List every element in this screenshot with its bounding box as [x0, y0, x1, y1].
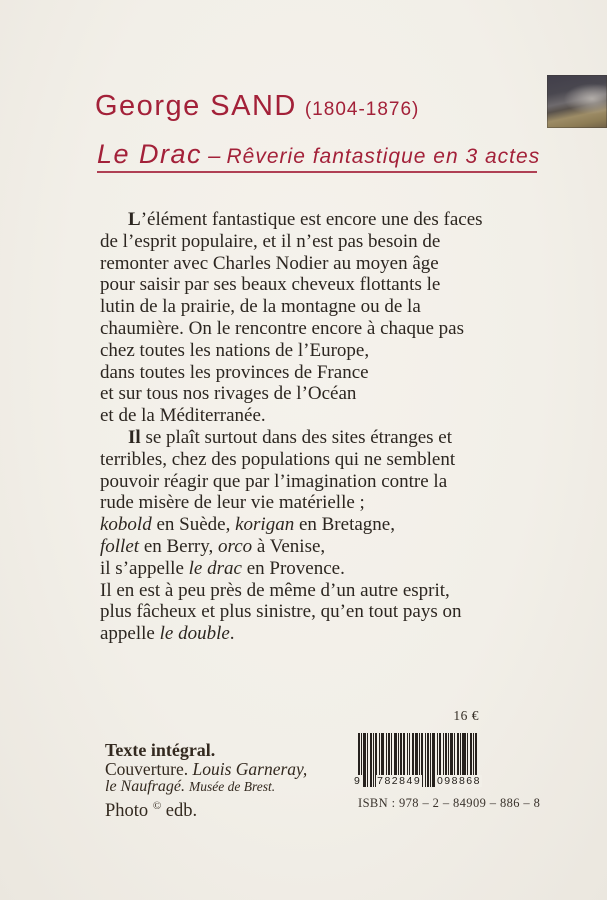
author-name: George SAND [95, 90, 297, 122]
cover-thumbnail-image [547, 75, 607, 128]
credits-cover-line: Couverture. Louis Garneray, [105, 758, 308, 779]
credits-block [105, 741, 307, 820]
credits-photo-line: Photo © edb. [105, 799, 198, 821]
body-line: rude misère de leur vie matérielle ; [100, 492, 365, 514]
work-title: Le Drac [97, 139, 203, 169]
body-line: appelle le double. [100, 623, 235, 645]
body-line: chaumière. On le rencontre encore à chaque pas [100, 317, 464, 339]
copyright-symbol: © [152, 799, 162, 812]
artwork-museum: Musée de Brest. [189, 779, 276, 794]
body-line: follet en Berry, orco à Venise, [100, 535, 326, 557]
body-line: Il se plaît surtout dans des sites étranges et [128, 426, 453, 448]
body-line: dans toutes les provinces de France [100, 361, 369, 383]
body-line: il s’appelle le drac en Provence. [100, 557, 345, 579]
ean-barcode [354, 733, 481, 787]
author-dates: (1804-1876) [304, 99, 420, 120]
body-line: pouvoir réagir que par l’imagination contre la [100, 470, 448, 492]
barcode-digits [353, 775, 482, 787]
body-line: remonter avec Charles Nodier au moyen âge [100, 252, 439, 274]
price-label: 16 € [453, 708, 479, 723]
isbn-label: ISBN : 978 – 2 – 84909 – 886 – 8 [358, 796, 541, 810]
credits-full-text: Texte intégral. [105, 740, 216, 760]
body-line: lutin de la prairie, de la montagne ou de la [100, 296, 421, 318]
barcode-block [354, 708, 541, 811]
barcode-digit-group: 9 [354, 775, 362, 787]
body-line: de l’esprit populaire, et il n’est pas besoin de [100, 230, 441, 252]
credits-artwork-line [105, 778, 307, 797]
body-line: pour saisir par ses beaux cheveux flottants le [100, 274, 441, 296]
body-line: et sur tous nos rivages de l’Océan [100, 383, 357, 405]
body-line: terribles, chez des populations qui ne semblent [100, 448, 456, 470]
barcode-digit-group: 098868 [436, 775, 481, 787]
red-divider-rule [97, 171, 537, 173]
work-title-line [97, 139, 540, 170]
header [95, 90, 419, 123]
barcode-digit-group: 782849 [377, 775, 422, 787]
body-line: chez toutes les nations de l’Europe, [100, 339, 370, 361]
body-text [100, 209, 540, 645]
body-line: Il en est à peu près de même d’un autre esprit, [100, 579, 450, 601]
title-separator: – [202, 143, 227, 168]
body-line: et de la Méditerranée. [100, 405, 266, 427]
body-line: plus fâcheux et plus sinistre, qu’en tout pays on [100, 601, 462, 623]
body-line: kobold en Suède, korigan en Bretagne, [100, 514, 395, 536]
artwork-title: le Naufragé. [105, 778, 189, 795]
cover-artist: Louis Garneray, [192, 758, 308, 779]
body-line: L’élément fantastique est encore une des faces [128, 209, 483, 230]
work-subtitle: Rêverie fantastique en 3 actes [226, 145, 541, 168]
